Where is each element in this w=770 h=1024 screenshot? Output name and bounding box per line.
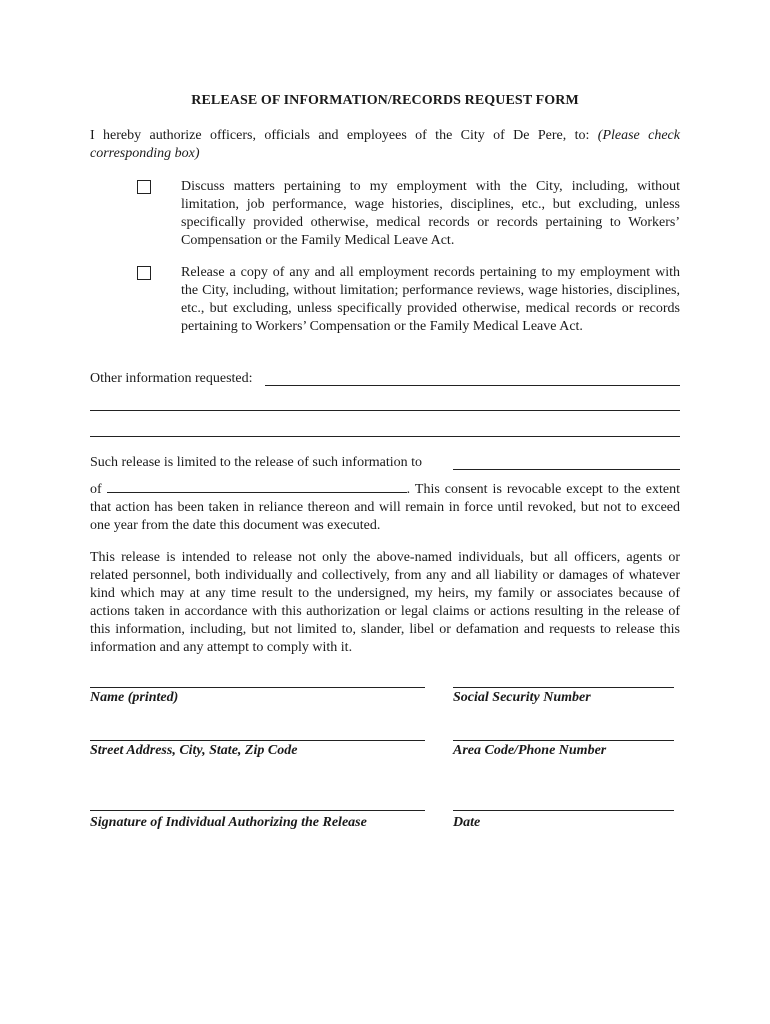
limited-to-label: Such release is limited to the release of such information to (90, 455, 423, 470)
consent-paragraph (90, 480, 680, 535)
release-paragraph: This release is intended to release not only the above-named individuals, but all officers, agents or related personnel, both individually and collectively, from any and all liability or damages of whatever kind which may at any time result to the undersigned, my heirs, my family or associates because of actions taken in accordance with this authorization or legal claims or actions resulting in the release of this information, including, but not limited to, slander, libel or defamation and requests to release this information and any attempt to comply with it. (90, 550, 680, 655)
other-info-label: Other information requested: (90, 371, 253, 386)
of-field[interactable] (107, 480, 407, 493)
intro-text: I hereby authorize officers, officials and employees of the City of De Pere, to: (90, 128, 598, 143)
name-printed-line[interactable] (90, 687, 425, 688)
release-copy-text: Release a copy of any and all employment records pertaining to my employment with the City, including, without limitation; performance reviews, wage histories, disciplines, etc., but excluding, unless specifically provided otherwise, medical records or records pertaining to Workers’ Compensation or the Family Medical Leave Act. (181, 265, 680, 334)
name-printed-label: Name (printed) (90, 690, 179, 705)
address-line[interactable] (90, 740, 425, 741)
signature-label: Signature of Individual Authorizing the Release (90, 815, 367, 830)
signature-line[interactable] (90, 810, 425, 811)
release-copy-checkbox[interactable] (137, 266, 151, 280)
ssn-line[interactable] (453, 687, 674, 688)
limited-to-field[interactable] (453, 469, 680, 470)
of-label: of (90, 482, 102, 497)
consent-text: . This consent is revocable except to the extent that action has been taken in reliance thereon and will remain in force until revoked, but not to exceed one year from the date this document was executed. (90, 482, 680, 533)
date-line[interactable] (453, 810, 674, 811)
intro-note: (Please check corresponding box) (90, 128, 680, 161)
discuss-matters-text: Discuss matters pertaining to my employment with the City, including, without limitation, job performance, wage histories, disciplines, etc., but excluding, unless specifically provided otherwise, medical records or records pertaining to Workers’ Compensation or the Family Medical Leave Act. (181, 179, 680, 248)
other-info-field-line-2[interactable] (90, 410, 680, 411)
other-info-field-line-3[interactable] (90, 436, 680, 437)
discuss-matters-checkbox[interactable] (137, 180, 151, 194)
other-info-field-line-1[interactable] (265, 385, 680, 386)
phone-line[interactable] (453, 740, 674, 741)
form-title: RELEASE OF INFORMATION/RECORDS REQUEST FORM (191, 93, 579, 108)
date-label: Date (453, 815, 481, 830)
phone-label: Area Code/Phone Number (453, 743, 607, 758)
address-label: Street Address, City, State, Zip Code (90, 743, 298, 758)
intro-paragraph (90, 127, 680, 163)
ssn-label: Social Security Number (453, 690, 591, 705)
